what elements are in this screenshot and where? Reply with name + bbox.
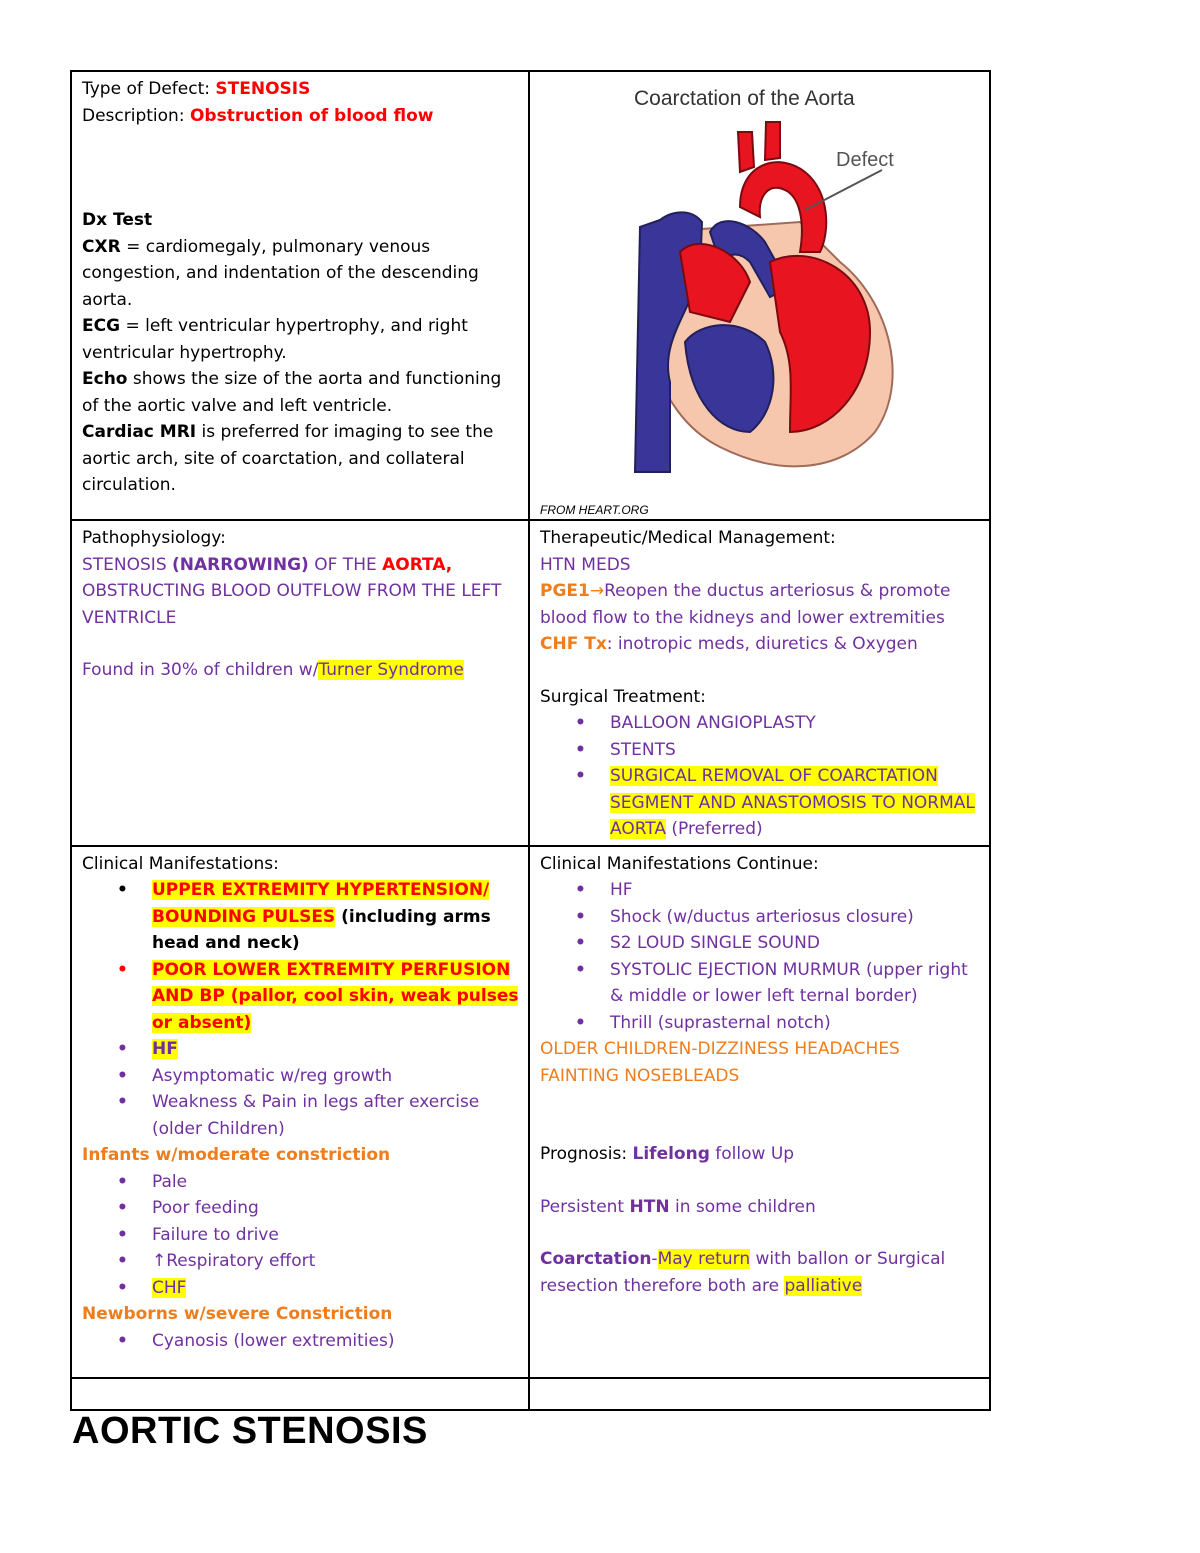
list-item: • HF <box>540 877 980 904</box>
type-label: Type of Defect: <box>82 79 216 99</box>
defect-label: Defect <box>836 149 894 171</box>
patho-text: STENOSIS (NARROWING) OF THE AORTA, OBSTRUCTING BLOOD OUTFLOW FROM THE LEFT VENTRICLE <box>82 554 502 628</box>
older-children: OLDER CHILDREN-DIZZINESS HEADACHES FAINTING NOSEBLEADS <box>540 1039 900 1086</box>
clinical-list <box>82 877 519 1142</box>
list-item: • Failure to drive <box>82 1222 519 1249</box>
list-item: • HF <box>82 1036 519 1063</box>
list-item: • SURGICAL REMOVAL OF COARCTATION SEGMENT AND ANASTOMOSIS TO NORMAL AORTA (Preferred) <box>540 763 980 843</box>
list-item: • Shock (w/ductus arteriosus closure) <box>540 904 980 931</box>
list-item: • BALLOON ANGIOPLASTY <box>540 710 980 737</box>
defect-table <box>70 70 991 1411</box>
cxr-entry: CXR = cardiomegaly, pulmonary venous congestion, and indentation of the descending aorta. <box>82 236 479 310</box>
type-value: STENOSIS <box>215 79 311 99</box>
cell-clinical <box>71 846 529 1378</box>
infant-list <box>82 1169 519 1302</box>
clinical-heading: Clinical Manifestations: <box>82 853 279 874</box>
list-item: • CHF <box>82 1275 519 1302</box>
turner-note: Found in 30% of children w/Turner Syndrome <box>82 660 464 680</box>
list-item: • Thrill (suprasternal notch) <box>540 1010 980 1037</box>
list-item: • Poor feeding <box>82 1195 519 1222</box>
cell-pathophysiology <box>71 520 529 846</box>
list-item: • STENTS <box>540 737 980 764</box>
cell-defect <box>71 71 529 520</box>
list-item: • S2 LOUD SINGLE SOUND <box>540 930 980 957</box>
surgical-heading: Surgical Treatment: <box>540 686 706 707</box>
list-item: • SYSTOLIC EJECTION MURMUR (upper right & middle or lower left ternal border) <box>540 957 980 1010</box>
newborns-heading: Newborns w/severe Constriction <box>82 1304 393 1324</box>
htn-meds: HTN MEDS <box>540 554 631 575</box>
heart-illustration <box>590 112 910 482</box>
prognosis: Prognosis: Lifelong follow Up <box>540 1144 795 1164</box>
list-item: • Pale <box>82 1169 519 1196</box>
list-item: • Cyanosis (lower extremities) <box>82 1328 519 1355</box>
description-label: Description: <box>82 105 190 126</box>
image-credit: FROM HEART.ORG <box>540 503 649 517</box>
infants-heading: Infants w/moderate constriction <box>82 1145 391 1165</box>
cell-image <box>529 71 990 520</box>
coarctation-note: Coarctation-May return with ballon or Surgical resection therefore both are palliative <box>540 1249 946 1296</box>
ecg-entry: ECG = left ventricular hypertrophy, and right ventricular hypertrophy. <box>82 316 468 363</box>
pge1-entry: PGE1→Reopen the ductus arteriosus & promote blood flow to the kidneys and lower extremities <box>540 581 951 628</box>
surgical-list <box>540 710 980 843</box>
list-item: • UPPER EXTREMITY HYPERTENSION/ BOUNDING PULSES (including arms head and neck) <box>82 877 519 957</box>
clinical-cont-list <box>540 877 980 1036</box>
newborn-list <box>82 1328 519 1355</box>
list-item: • POOR LOWER EXTREMITY PERFUSION AND BP (pallor, cool skin, weak pulses or absent) <box>82 957 519 1037</box>
echo-entry: Echo shows the size of the aorta and functioning of the aortic valve and left ventricle. <box>82 369 502 416</box>
persistent-htn: Persistent HTN in some children <box>540 1196 816 1217</box>
image-title: Coarctation of the Aorta <box>634 87 855 110</box>
dx-heading: Dx Test <box>82 210 153 230</box>
cell-management <box>529 520 990 846</box>
empty-cell <box>71 1378 529 1410</box>
mgmt-heading: Therapeutic/Medical Management: <box>540 528 836 548</box>
chf-entry: CHF Tx: inotropic meds, diuretics & Oxygen <box>540 634 918 654</box>
empty-cell <box>529 1378 990 1410</box>
patho-heading: Pathophysiology: <box>82 528 226 548</box>
mri-entry: Cardiac MRI is preferred for imaging to see the aortic arch, site of coarctation, and collateral circulation. <box>82 422 494 495</box>
document-title: AORTIC STENOSIS <box>72 1410 428 1452</box>
list-item: • ↑Respiratory effort <box>82 1248 519 1275</box>
list-item: • Weakness & Pain in legs after exercise (older Children) <box>82 1089 519 1142</box>
description-value: Obstruction of blood flow <box>189 105 434 126</box>
list-item: • Asymptomatic w/reg growth <box>82 1063 519 1090</box>
cell-clinical-continue <box>529 846 990 1378</box>
clinical-cont-heading: Clinical Manifestations Continue: <box>540 853 819 874</box>
